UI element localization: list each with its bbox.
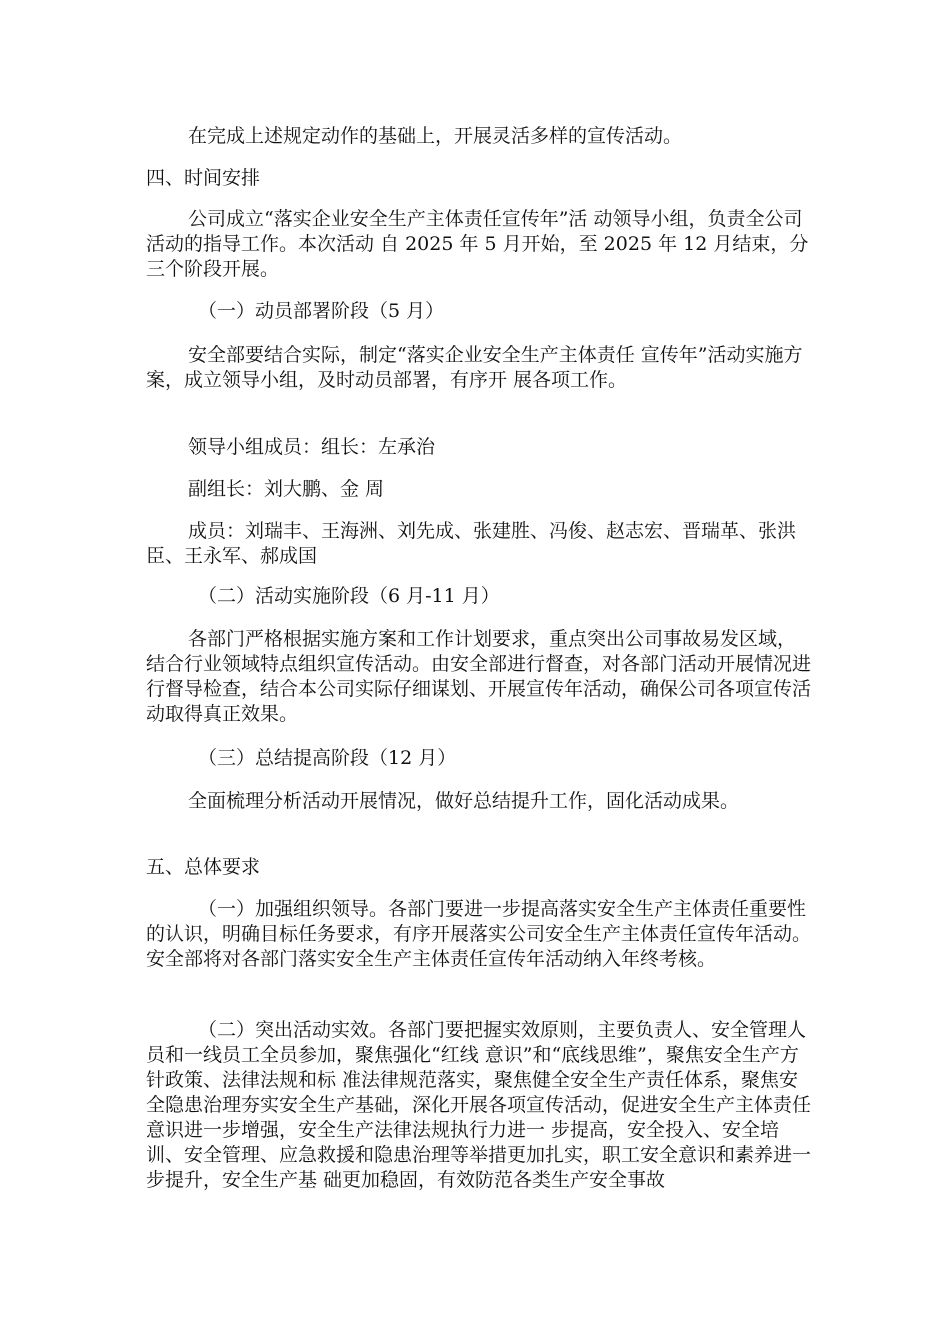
paragraph-implementation: 各部门严格根据实施方案和工作计划要求，重点突出公司事故易发区域，结合行业领域特点组织宣传活动。由安全部进行督查，对各部门活动开展情况进行督导检查，结合本公司实际仔细谋划、开展宣传年活动，确保公司各项宣传活动取得真正效果。 xyxy=(146,628,812,725)
paragraph-leader: 领导小组成员：组长：左承治 xyxy=(188,436,436,458)
paragraph-members: 成员：刘瑞丰、王海洲、刘先成、张建胜、冯俊、赵志宏、晋瑞革、张洪臣、王永军、郝成国 xyxy=(146,520,797,567)
paragraph-summary: 全面梳理分析活动开展情况，做好总结提升工作，固化活动成果。 xyxy=(188,790,740,812)
paragraph-deputy-leader: 副组长：刘大鹏、金 周 xyxy=(188,478,385,500)
subheading-summary-phase: （三）总结提高阶段（12 月） xyxy=(198,747,457,769)
section-heading-schedule: 四、时间安排 xyxy=(146,167,261,189)
paragraph-schedule-overview: 公司成立“落实企业安全生产主体责任宣传年”活 动领导小组，负责全公司活动的指导工作。本次活动 自 2025 年 5 月开始，至 2025 年 12 月结束，分三个阶段开展。 xyxy=(146,208,809,280)
paragraph-mobilization: 安全部要结合实际，制定“落实企业安全生产主体责任 宣传年”活动实施方案，成立领导小组，及时动员部署，有序开 展各项工作。 xyxy=(146,344,803,391)
subheading-implementation-phase: （二）活动实施阶段（6 月-11 月） xyxy=(198,585,500,607)
paragraph-activity-effectiveness: （二）突出活动实效。各部门要把握实效原则，主要负责人、安全管理人员和一线员工全员参加，聚焦强化“红线 意识”和“底线思维”，聚焦安全生产方针政策、法律法规和标 准法律规范落实，聚焦健全安全生产责任体系，聚焦安全隐患治理夯实安全生产基础，深化开展各项宣传活动，促进安全生产主体责任意识进一步增强，安全生产法律法规执行力进一 步提高，安全投入、安全培训、安全管理、应急救援和隐患治理等举措更加扎实，职工安全意识和素养进一步提升，安全生产基 础更加稳固，有效防范各类生产安全事故 xyxy=(146,1019,812,1191)
section-heading-requirements: 五、总体要求 xyxy=(146,856,261,878)
paragraph-organization-leadership: （一）加强组织领导。各部门要进一步提高落实安全生产主体责任重要性的认识，明确目标任务要求，有序开展落实公司安全生产主体责任宣传年活动。安全部将对各部门落实安全生产主体责任宣传年活动纳入年终考核。 xyxy=(146,898,812,970)
paragraph-intro-activities: 在完成上述规定动作的基础上，开展灵活多样的宣传活动。 xyxy=(188,125,683,147)
subheading-mobilization-phase: （一）动员部署阶段（5 月） xyxy=(198,300,445,322)
